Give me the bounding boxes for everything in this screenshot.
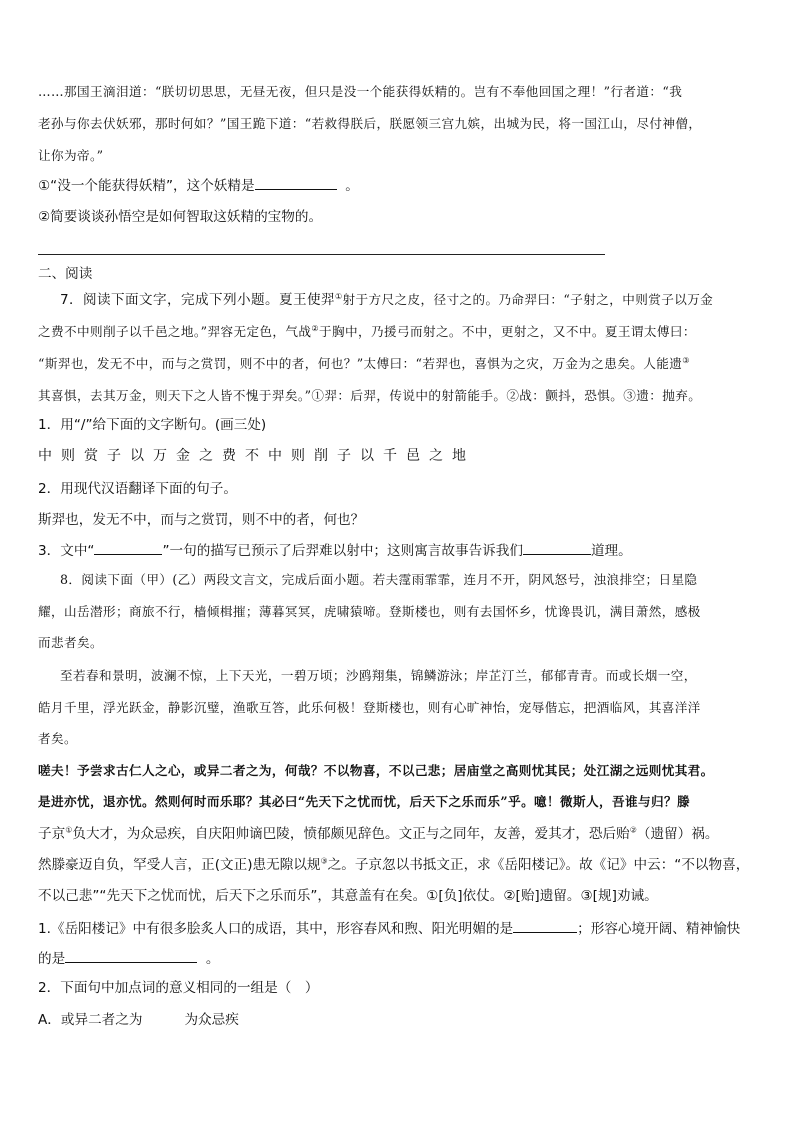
q8-option-a[interactable] [38, 1010, 762, 1030]
q8-text: （遗留）祸。 [636, 826, 719, 842]
question-1-line [38, 175, 762, 196]
q8-sub-1-text: 1.《岳阳楼记》中有很多脍炙人口的成语，其中，形容春风和煦、阳光明媚的是 [38, 921, 514, 937]
q8-para2-line-3: 者矣。 [38, 731, 77, 746]
section-title: 二、阅读 [38, 266, 93, 282]
question-1-end: 。 [345, 178, 359, 194]
q8-sub-1-text: 的是 [38, 951, 66, 967]
q7-sub-2: 2．用现代汉语翻译下面的句子。 [38, 481, 237, 497]
q8-para3-line-3 [38, 824, 762, 844]
q8-sub-1-line-1 [38, 918, 762, 939]
answer-blank[interactable] [255, 175, 337, 190]
question-1-text: ①“没一个能获得妖精”，这个妖精是 [38, 178, 255, 194]
answer-blank[interactable] [523, 540, 591, 555]
q7-sub-1-text: 中则赏子以万金之费不中则削子以千邑之地 [38, 448, 475, 464]
q8-line-1 [60, 570, 762, 590]
passage-line-2: 老孙与你去伏妖邪，那时何如？”国王跪下道：“若救得朕后，朕愿领三宫九嫔，出城为民，将一国江山，尽付神僧， [38, 116, 702, 131]
q7-sub-1: 1．用“/”给下面的文字断句。(画三处) [38, 417, 267, 433]
q7-text: 射于方尺之皮，径寸之的。乃命羿曰：“子射之，中则赏子以万金 [342, 292, 714, 307]
q8-sub-1-text: ；形容心境开阔、精神愉快 [577, 921, 741, 937]
q8-text: 子京 [38, 826, 66, 842]
q8-text: 之。子京忽以书抵文正，求《岳阳楼记》。故《记》中云：“不以物喜， [327, 857, 750, 873]
q8-para3-line-4 [38, 855, 762, 875]
answer-line[interactable] [38, 254, 605, 255]
q8-text: 负大才，为众忌疾，自庆阳帅谪巴陵，愤郁颇见辞色。文正与之同年，友善，爱其才，恐后贻 [72, 826, 630, 842]
footnote-mark: ① [65, 825, 73, 835]
footnote-mark: ① [334, 291, 343, 301]
footnote-mark: ③ [320, 856, 328, 866]
q8-sub-1-end: 。 [205, 951, 220, 967]
q8-para3-line-2: 是进亦忧，退亦忧。然则何时而乐耶？其必曰“先天下之忧而忧，后天下之乐而乐”乎。噫！微斯人，吾谁与归？滕 [38, 794, 690, 809]
q8-line-2: 耀，山岳潜形；商旅不行，樯倾楫摧；薄暮冥冥，虎啸猿啼。登斯楼也，则有去国怀乡，忧谗畏讥，满目萧然，感极 [38, 604, 701, 619]
q8-para2-line-2: 皓月千里，浮光跃金，静影沉璧，渔歌互答，此乐何极！登斯楼也，则有心旷神怡，宠辱偕忘，把酒临风，其喜洋洋 [38, 700, 701, 715]
q7-line-2 [38, 322, 762, 342]
q7-sub-3 [38, 540, 762, 561]
q8-para3-line-1: 嗟夫！予尝求古仁人之心，或异二者之为，何哉？不以物喜，不以己悲；居庙堂之高则忧其民；处江湖之远则忧其君。 [38, 763, 714, 778]
footnote-mark: ② [629, 825, 637, 835]
q8-sub-1-line-2 [38, 948, 762, 969]
question-2-line: ②简要谈谈孙悟空是如何智取这妖精的宝物的。 [38, 209, 323, 225]
q8-sub-2: 2．下面句中加点词的意义相同的一组是（ ） [38, 980, 319, 996]
option-a-text-2: 为众忌疾 [184, 1012, 239, 1028]
q7-sub-3-end: 道理。 [590, 543, 632, 559]
q8-text: 8．阅读下面（甲）(乙）两段文言文，完成后面小题。若夫霪雨霏霏，连月不开，阴风怒号，浊浪排空；日星隐 [60, 572, 698, 587]
option-a-text: A．或异二者之为 [38, 1012, 143, 1028]
answer-blank[interactable] [94, 540, 162, 555]
q7-text: 于胸中，乃援弓而射之。不中，更射之，又不中。夏王谓太傅曰： [319, 324, 696, 339]
q7-text: 之费不中则削子以千邑之地。”羿容无定色，气战 [38, 324, 312, 339]
footnote-mark: ② [311, 323, 319, 333]
q7-line-4: 其喜惧，去其万金，则天下之人皆不愧于羿矣。”①羿：后羿，传说中的射箭能手。②战：颤抖，恐惧。③遗：抛弃。 [38, 388, 702, 403]
q7-sub-3-text: 3．文中“ [38, 543, 95, 559]
q7-sub-2-text: 斯羿也，发无不中，而与之赏罚，则不中的者，何也？ [38, 512, 365, 528]
q7-line-1 [60, 290, 762, 310]
passage-line-3: 让你为帝。” [38, 148, 104, 163]
passage-line-1: ……那国王滴泪道：“朕切切思思，无昼无夜，但只是没一个能获得妖精的。岂有不奉他回国之理！”行者道：“我 [38, 84, 683, 99]
q8-para3-line-5: 不以己悲”“先天下之忧而忧，后天下之乐而乐”，其意盖有在矣。①[负]依仗。②[贻]遗留。③[规]劝诫。 [38, 888, 658, 904]
q8-text: 然滕豪迈自负，罕受人言，正(文正)患无隙以规 [38, 857, 321, 873]
q7-intro: 7．阅读下面文字，完成下列小题。夏王使羿 [60, 292, 335, 308]
q7-text: “斯羿也，发无不中，而与之赏罚，则不中的者，何也？”太傅曰：“若羿也，喜惧为之灾，万金为之患矣。人能遗 [38, 356, 683, 371]
footnote-mark: ③ [682, 355, 690, 365]
q8-line-3: 而悲者矣。 [38, 635, 103, 650]
q7-sub-3-text: ”一句的描写已预示了后羿难以射中；这则寓言故事告诉我们 [162, 543, 523, 559]
answer-blank[interactable] [513, 918, 577, 933]
q8-para2-line-1: 至若春和景明，波澜不惊，上下天光，一碧万顷；沙鸥翔集，锦鳞游泳；岸芷汀兰，郁郁青青。而或长烟一空， [60, 668, 697, 683]
q7-line-3 [38, 354, 762, 374]
answer-blank[interactable] [65, 948, 197, 963]
